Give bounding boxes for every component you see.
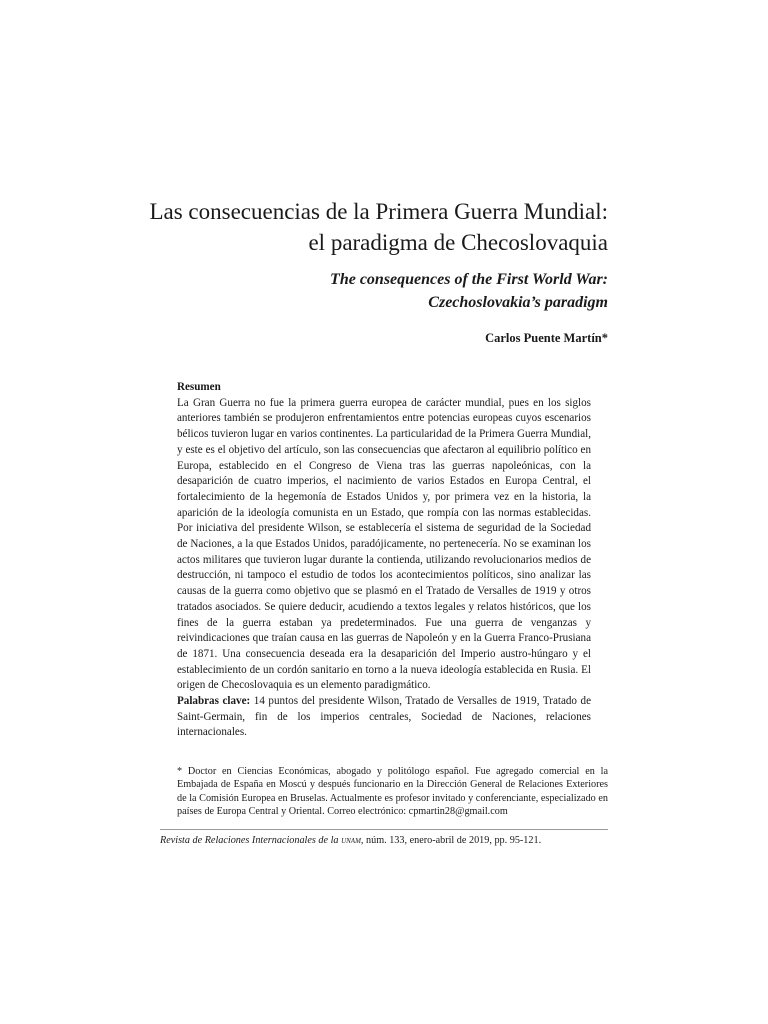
footer-rule — [160, 829, 608, 830]
abstract-section — [177, 380, 591, 741]
journal-name: Revista de Relaciones Internacionales de la — [160, 835, 339, 846]
article-subtitle-english — [88, 268, 608, 314]
journal-org: unam — [341, 835, 361, 846]
article-title — [88, 196, 608, 258]
journal-issue-info: , núm. 133, enero-abril de 2019, pp. 95-121. — [360, 835, 542, 846]
abstract-heading: Resumen — [177, 381, 221, 393]
keywords-paragraph — [177, 694, 591, 741]
article-subtitle-line-1: The consequences of the First World War: — [330, 271, 608, 288]
author-footnote — [177, 765, 608, 819]
abstract-body: La Gran Guerra no fue la primera guerra europea de carácter mundial, pues en los siglos anteriores también se produjeron enfrentamientos entre potencias europeas cuyos escenarios bélicos tuvieron lugar en varios continentes. La particularidad de la Primera Guerra Mundial, y este es el objetivo del artículo, son las consecuencias que afectaron al equilibrio político en Europa, establecido en el Congreso de Viena tras las guerras napoleónicas, con la desaparición de cuatro imperios, el nacimiento de varios Estados en Europa Central, el fortalecimiento de la hegemonía de Estados Unidos y, por primera vez en la historia, la aparición de la ideología comunista en un Estado, que rompía con las normas establecidas. Por iniciativa del presidente Wilson, se establecería el sistema de seguridad de la Sociedad de Naciones, a la que Estados Unidos, paradójicamente, no pertenecería. No se examinan los actos militares que tuvieron lugar durante la contienda, utilizando revolucionarios medios de destrucción, ni tampoco el estudio de todos los acontecimientos políticos, sino analizar las causas de la guerra como objetivo que se plasmó en el Tratado de Versalles de 1919 y otros tratados asociados. Se quiere deducir, acudiendo a textos legales y relatos históricos, que los fines de la guerra estaban ya predeterminados. Fue una guerra de venganzas y reivindicaciones que traían causa en las guerras de Napoleón y en la Guerra Franco-Prusiana de 1871. Una consecuencia deseada era la desaparición del Imperio austro-húngaro y el establecimiento de un cordón sanitario en torno a la nueva ideología establecida en Rusia. El origen de Checoslovaquia es un elemento paradigmático. — [177, 396, 591, 692]
keywords-label: Palabras clave: — [177, 695, 251, 708]
footnote-text: * Doctor en Ciencias Económicas, abogado y politólogo español. Fue agregado comercial en la Embajada de España en Moscú y después funcionario en la Dirección General de Relaciones Exteriores de la Comisión Europea en Bruselas. Actualmente es profesor invitado y conferenciante, especializado en países de Europa Central y Oriental. Correo electrónico: cpmartin28@gmail.com — [177, 766, 608, 818]
article-title-line-2: el paradigma de Checoslovaquia — [308, 230, 608, 255]
author-name: Carlos Puente Martín* — [485, 331, 608, 345]
journal-citation — [160, 834, 608, 847]
article-title-line-1: Las consecuencias de la Primera Guerra Mundial: — [149, 199, 608, 224]
keywords-list: 14 puntos del presidente Wilson, Tratado de Versalles de 1919, Tratado de Saint-Germain, fin de los imperios centrales, Sociedad de Naciones, relaciones internacionales. — [177, 695, 591, 739]
article-subtitle-line-2: Czechoslovakia’s paradigm — [428, 294, 608, 311]
